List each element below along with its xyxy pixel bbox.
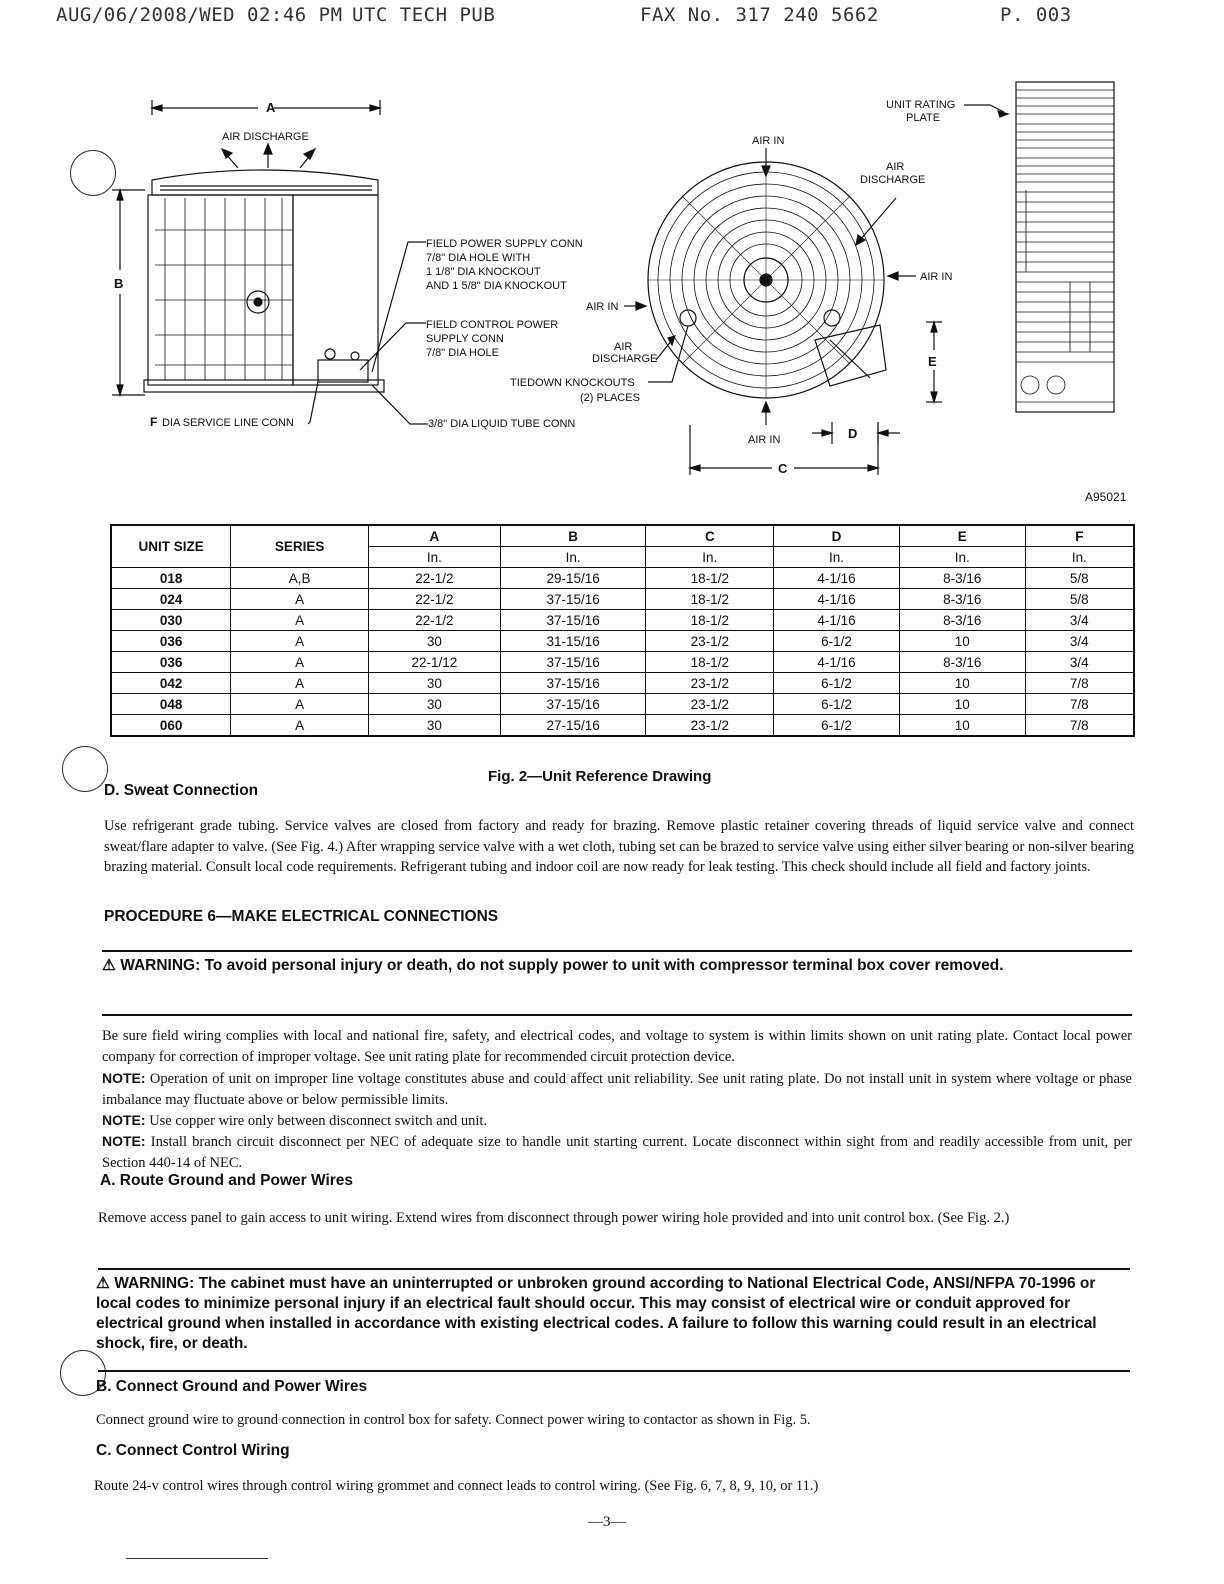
cell-series: A bbox=[231, 631, 369, 652]
cell-b: 27-15/16 bbox=[500, 715, 646, 737]
binder-hole-middle bbox=[62, 746, 108, 792]
cell-e: 8-3/16 bbox=[899, 589, 1025, 610]
cell-d: 4-1/16 bbox=[774, 568, 900, 589]
cell-f: 5/8 bbox=[1025, 568, 1134, 589]
cell-e: 8-3/16 bbox=[899, 610, 1025, 631]
air-discharge-top-label-1: AIR bbox=[886, 161, 905, 173]
header-a: A bbox=[369, 525, 501, 547]
air-discharge-left-label-1: AIR bbox=[614, 341, 633, 353]
note-label: NOTE: bbox=[102, 1133, 146, 1149]
note-copper-wire bbox=[102, 1110, 1132, 1132]
cell-d: 6-1/2 bbox=[774, 715, 900, 737]
field-control-label-1: FIELD CONTROL POWER bbox=[426, 319, 559, 331]
figure-id: A95021 bbox=[1085, 490, 1127, 504]
cell-f: 5/8 bbox=[1025, 589, 1134, 610]
field-wiring-paragraph: Be sure field wiring complies with local and national fire, safety, and electrical codes, and voltage to system is within limits shown on unit rating plate. Contact local power company for correction of improper voltage. See unit rating plate for recommended circuit protection device. bbox=[102, 1028, 1132, 1065]
table-row bbox=[111, 589, 1134, 610]
cell-d: 4-1/16 bbox=[774, 589, 900, 610]
note-label: NOTE: bbox=[102, 1070, 146, 1086]
cell-d: 4-1/16 bbox=[774, 652, 900, 673]
cell-unit-size: 036 bbox=[111, 652, 231, 673]
page-number: —3— bbox=[588, 1514, 626, 1530]
unit-cell: In. bbox=[774, 547, 900, 568]
cell-f: 3/4 bbox=[1025, 652, 1134, 673]
unit-cell: In. bbox=[369, 547, 501, 568]
table-row bbox=[111, 715, 1134, 737]
note-copper-wire-text: Use copper wire only between disconnect switch and unit. bbox=[145, 1113, 488, 1129]
cell-series: A bbox=[231, 589, 369, 610]
section-a-heading: A. Route Ground and Power Wires bbox=[100, 1172, 354, 1189]
section-d-body: Use refrigerant grade tubing. Service valves are closed from factory and ready for brazing. Remove plastic retainer covering threads of liquid service valve and connect sweat/flare adapter to valve. (See Fig. 4.) After wrapping service valve with a wet cloth, tubing set can be brazed to service valve using either silver bearing or non-silver bearing brazing material. Consult local code requirements. Refrigerant tubing and indoor coil are now ready for leak testing. This check should include all field and factory joints. bbox=[104, 818, 1134, 875]
dim-c-label: C bbox=[778, 461, 788, 476]
section-c-body: Route 24-v control wires through control wiring grommet and connect leads to control wiring. (See Fig. 6, 7, 8, 9, 10, or 11.) bbox=[94, 1478, 819, 1494]
dim-a-label: A bbox=[266, 100, 276, 115]
liquid-tube-label: 3/8" DIA LIQUID TUBE CONN bbox=[428, 418, 576, 430]
cell-unit-size: 024 bbox=[111, 589, 231, 610]
cell-unit-size: 036 bbox=[111, 631, 231, 652]
table-row bbox=[111, 610, 1134, 631]
cell-unit-size: 060 bbox=[111, 715, 231, 737]
dim-b-label: B bbox=[114, 276, 124, 291]
header-e: E bbox=[899, 525, 1025, 547]
cell-a: 30 bbox=[369, 673, 501, 694]
cell-b: 37-15/16 bbox=[500, 694, 646, 715]
cell-e: 10 bbox=[899, 631, 1025, 652]
field-power-label-1: FIELD POWER SUPPLY CONN bbox=[426, 238, 583, 250]
note-voltage-text: Operation of unit on improper line voltage constitutes abuse and could affect unit reliability. See unit rating plate. Do not install unit in system where voltage or phase imbalance may fluctuate above or below permissible limits. bbox=[102, 1071, 1132, 1108]
service-line-prefix: F bbox=[150, 415, 158, 429]
figure-caption: Fig. 2—Unit Reference Drawing bbox=[488, 768, 712, 785]
cell-c: 23-1/2 bbox=[646, 694, 774, 715]
top-view-labels bbox=[510, 99, 955, 476]
section-b-body: Connect ground wire to ground connection in control box for safety. Connect power wiring to contactor as shown in Fig. 5. bbox=[96, 1412, 811, 1428]
fax-page: P. 003 bbox=[1000, 4, 1072, 26]
dim-e-label: E bbox=[928, 354, 937, 369]
cell-c: 18-1/2 bbox=[646, 589, 774, 610]
header-series: SERIES bbox=[231, 525, 369, 568]
cell-a: 22-1/12 bbox=[369, 652, 501, 673]
cell-series: A bbox=[231, 694, 369, 715]
cell-c: 18-1/2 bbox=[646, 652, 774, 673]
cell-series: A bbox=[231, 673, 369, 694]
table-row bbox=[111, 631, 1134, 652]
side-view bbox=[112, 100, 428, 424]
section-d-heading: D. Sweat Connection bbox=[104, 782, 259, 799]
cell-e: 8-3/16 bbox=[899, 568, 1025, 589]
field-control-label-2: SUPPLY CONN bbox=[426, 333, 504, 345]
top-view bbox=[624, 105, 1008, 475]
procedure-heading: PROCEDURE 6—MAKE ELECTRICAL CONNECTIONS bbox=[104, 908, 499, 925]
section-c-heading: C. Connect Control Wiring bbox=[96, 1442, 290, 1459]
cell-unit-size: 042 bbox=[111, 673, 231, 694]
field-control-label-3: 7/8" DIA HOLE bbox=[426, 347, 499, 359]
cell-c: 18-1/2 bbox=[646, 610, 774, 631]
fax-number: FAX No. 317 240 5662 bbox=[640, 4, 879, 26]
note-voltage bbox=[102, 1068, 1132, 1110]
unit-cell: In. bbox=[646, 547, 774, 568]
rating-plate-label-1: UNIT RATING bbox=[886, 99, 956, 111]
cell-a: 22-1/2 bbox=[369, 568, 501, 589]
cell-series: A,B bbox=[231, 568, 369, 589]
cell-e: 8-3/16 bbox=[899, 652, 1025, 673]
cell-c: 23-1/2 bbox=[646, 673, 774, 694]
warning1-top-rule bbox=[102, 950, 1132, 952]
cell-a: 30 bbox=[369, 631, 501, 652]
air-in-top-label: AIR IN bbox=[752, 135, 785, 147]
air-discharge-side-label: AIR DISCHARGE bbox=[222, 131, 309, 143]
cell-b: 37-15/16 bbox=[500, 652, 646, 673]
cell-a: 22-1/2 bbox=[369, 610, 501, 631]
cell-unit-size: 048 bbox=[111, 694, 231, 715]
cell-f: 7/8 bbox=[1025, 694, 1134, 715]
cell-f: 7/8 bbox=[1025, 715, 1134, 737]
dim-d-label: D bbox=[848, 426, 858, 441]
cell-e: 10 bbox=[899, 694, 1025, 715]
note-branch-circuit bbox=[102, 1131, 1132, 1173]
drawing-svg bbox=[60, 40, 1160, 510]
section-b-heading: B. Connect Ground and Power Wires bbox=[96, 1378, 368, 1395]
cell-c: 23-1/2 bbox=[646, 715, 774, 737]
warning1-bottom-rule bbox=[102, 1014, 1132, 1016]
cell-d: 6-1/2 bbox=[774, 631, 900, 652]
cell-e: 10 bbox=[899, 715, 1025, 737]
cell-c: 23-1/2 bbox=[646, 631, 774, 652]
cell-d: 6-1/2 bbox=[774, 673, 900, 694]
table-row bbox=[111, 568, 1134, 589]
fax-date-time: AUG/06/2008/WED 02:46 PM bbox=[56, 4, 343, 26]
header-d: D bbox=[774, 525, 900, 547]
tiedown-label-1: TIEDOWN KNOCKOUTS bbox=[510, 377, 635, 389]
header-b: B bbox=[500, 525, 646, 547]
cell-a: 30 bbox=[369, 715, 501, 737]
air-discharge-left-label-2: DISCHARGE bbox=[592, 353, 658, 365]
cell-e: 10 bbox=[899, 673, 1025, 694]
rating-plate bbox=[1016, 82, 1114, 412]
rating-plate-label-2: PLATE bbox=[906, 112, 941, 124]
air-in-bottom-label: AIR IN bbox=[748, 434, 781, 446]
cell-a: 22-1/2 bbox=[369, 589, 501, 610]
cell-b: 37-15/16 bbox=[500, 610, 646, 631]
cell-series: A bbox=[231, 610, 369, 631]
cell-f: 3/4 bbox=[1025, 610, 1134, 631]
cell-f: 7/8 bbox=[1025, 673, 1134, 694]
unit-cell: In. bbox=[1025, 547, 1134, 568]
air-in-left-label: AIR IN bbox=[586, 301, 619, 313]
field-power-label-2: 7/8" DIA HOLE WITH bbox=[426, 252, 531, 264]
air-discharge-top-label-2: DISCHARGE bbox=[860, 174, 926, 186]
fax-header bbox=[56, 4, 1166, 30]
cell-b: 29-15/16 bbox=[500, 568, 646, 589]
service-line-label: DIA SERVICE LINE CONN bbox=[162, 417, 294, 429]
header-c: C bbox=[646, 525, 774, 547]
note-label: NOTE: bbox=[102, 1112, 146, 1128]
section-a-body: Remove access panel to gain access to unit wiring. Extend wires from disconnect through power wiring hole provided and into unit control box. (See Fig. 2.) bbox=[98, 1210, 1010, 1226]
header-unit-size: UNIT SIZE bbox=[111, 525, 231, 568]
unit-cell: In. bbox=[899, 547, 1025, 568]
cell-a: 30 bbox=[369, 694, 501, 715]
air-in-right-label: AIR IN bbox=[920, 271, 953, 283]
cell-unit-size: 018 bbox=[111, 568, 231, 589]
unit-cell: In. bbox=[500, 547, 646, 568]
bottom-edge-line bbox=[126, 1558, 268, 1559]
fax-sender: UTC TECH PUB bbox=[352, 4, 496, 26]
header-f: F bbox=[1025, 525, 1134, 547]
cell-series: A bbox=[231, 715, 369, 737]
cell-d: 6-1/2 bbox=[774, 694, 900, 715]
warning2-top-rule bbox=[98, 1268, 1130, 1270]
field-power-label-4: AND 1 5/8" DIA KNOCKOUT bbox=[426, 280, 567, 292]
warning2-bottom-rule bbox=[98, 1370, 1130, 1372]
table-row bbox=[111, 694, 1134, 715]
unit-dimension-table bbox=[110, 524, 1135, 737]
table-header-row bbox=[111, 525, 1134, 547]
table-row bbox=[111, 652, 1134, 673]
field-power-label-3: 1 1/8" DIA KNOCKOUT bbox=[426, 266, 541, 278]
unit-reference-drawing bbox=[60, 40, 1160, 510]
cell-b: 37-15/16 bbox=[500, 589, 646, 610]
warning-ground: ⚠ WARNING: The cabinet must have an uninterrupted or unbroken ground according to National Electrical Code, ANSI/NFPA 70-1996 or local codes to minimize personal injury if an electrical fault should occur. This may consist of electrical wire or conduit approved for electrical ground when installed in accordance with existing electrical codes. A failure to follow this warning could result in an electrical shock, fire, or death. bbox=[96, 1275, 1097, 1352]
cell-f: 3/4 bbox=[1025, 631, 1134, 652]
cell-series: A bbox=[231, 652, 369, 673]
cell-d: 4-1/16 bbox=[774, 610, 900, 631]
note-branch-circuit-text: Install branch circuit disconnect per NEC of adequate size to handle unit starting current. Locate disconnect within sight from and readily accessible from unit, per Section 440-14 of NEC. bbox=[102, 1134, 1132, 1171]
cell-c: 18-1/2 bbox=[646, 568, 774, 589]
tiedown-label-2: (2) PLACES bbox=[580, 392, 640, 404]
table-row bbox=[111, 673, 1134, 694]
cell-unit-size: 030 bbox=[111, 610, 231, 631]
cell-b: 31-15/16 bbox=[500, 631, 646, 652]
cell-b: 37-15/16 bbox=[500, 673, 646, 694]
warning-compressor-cover: ⚠ WARNING: To avoid personal injury or death, do not supply power to unit with compressor terminal box cover removed. bbox=[102, 957, 1004, 974]
